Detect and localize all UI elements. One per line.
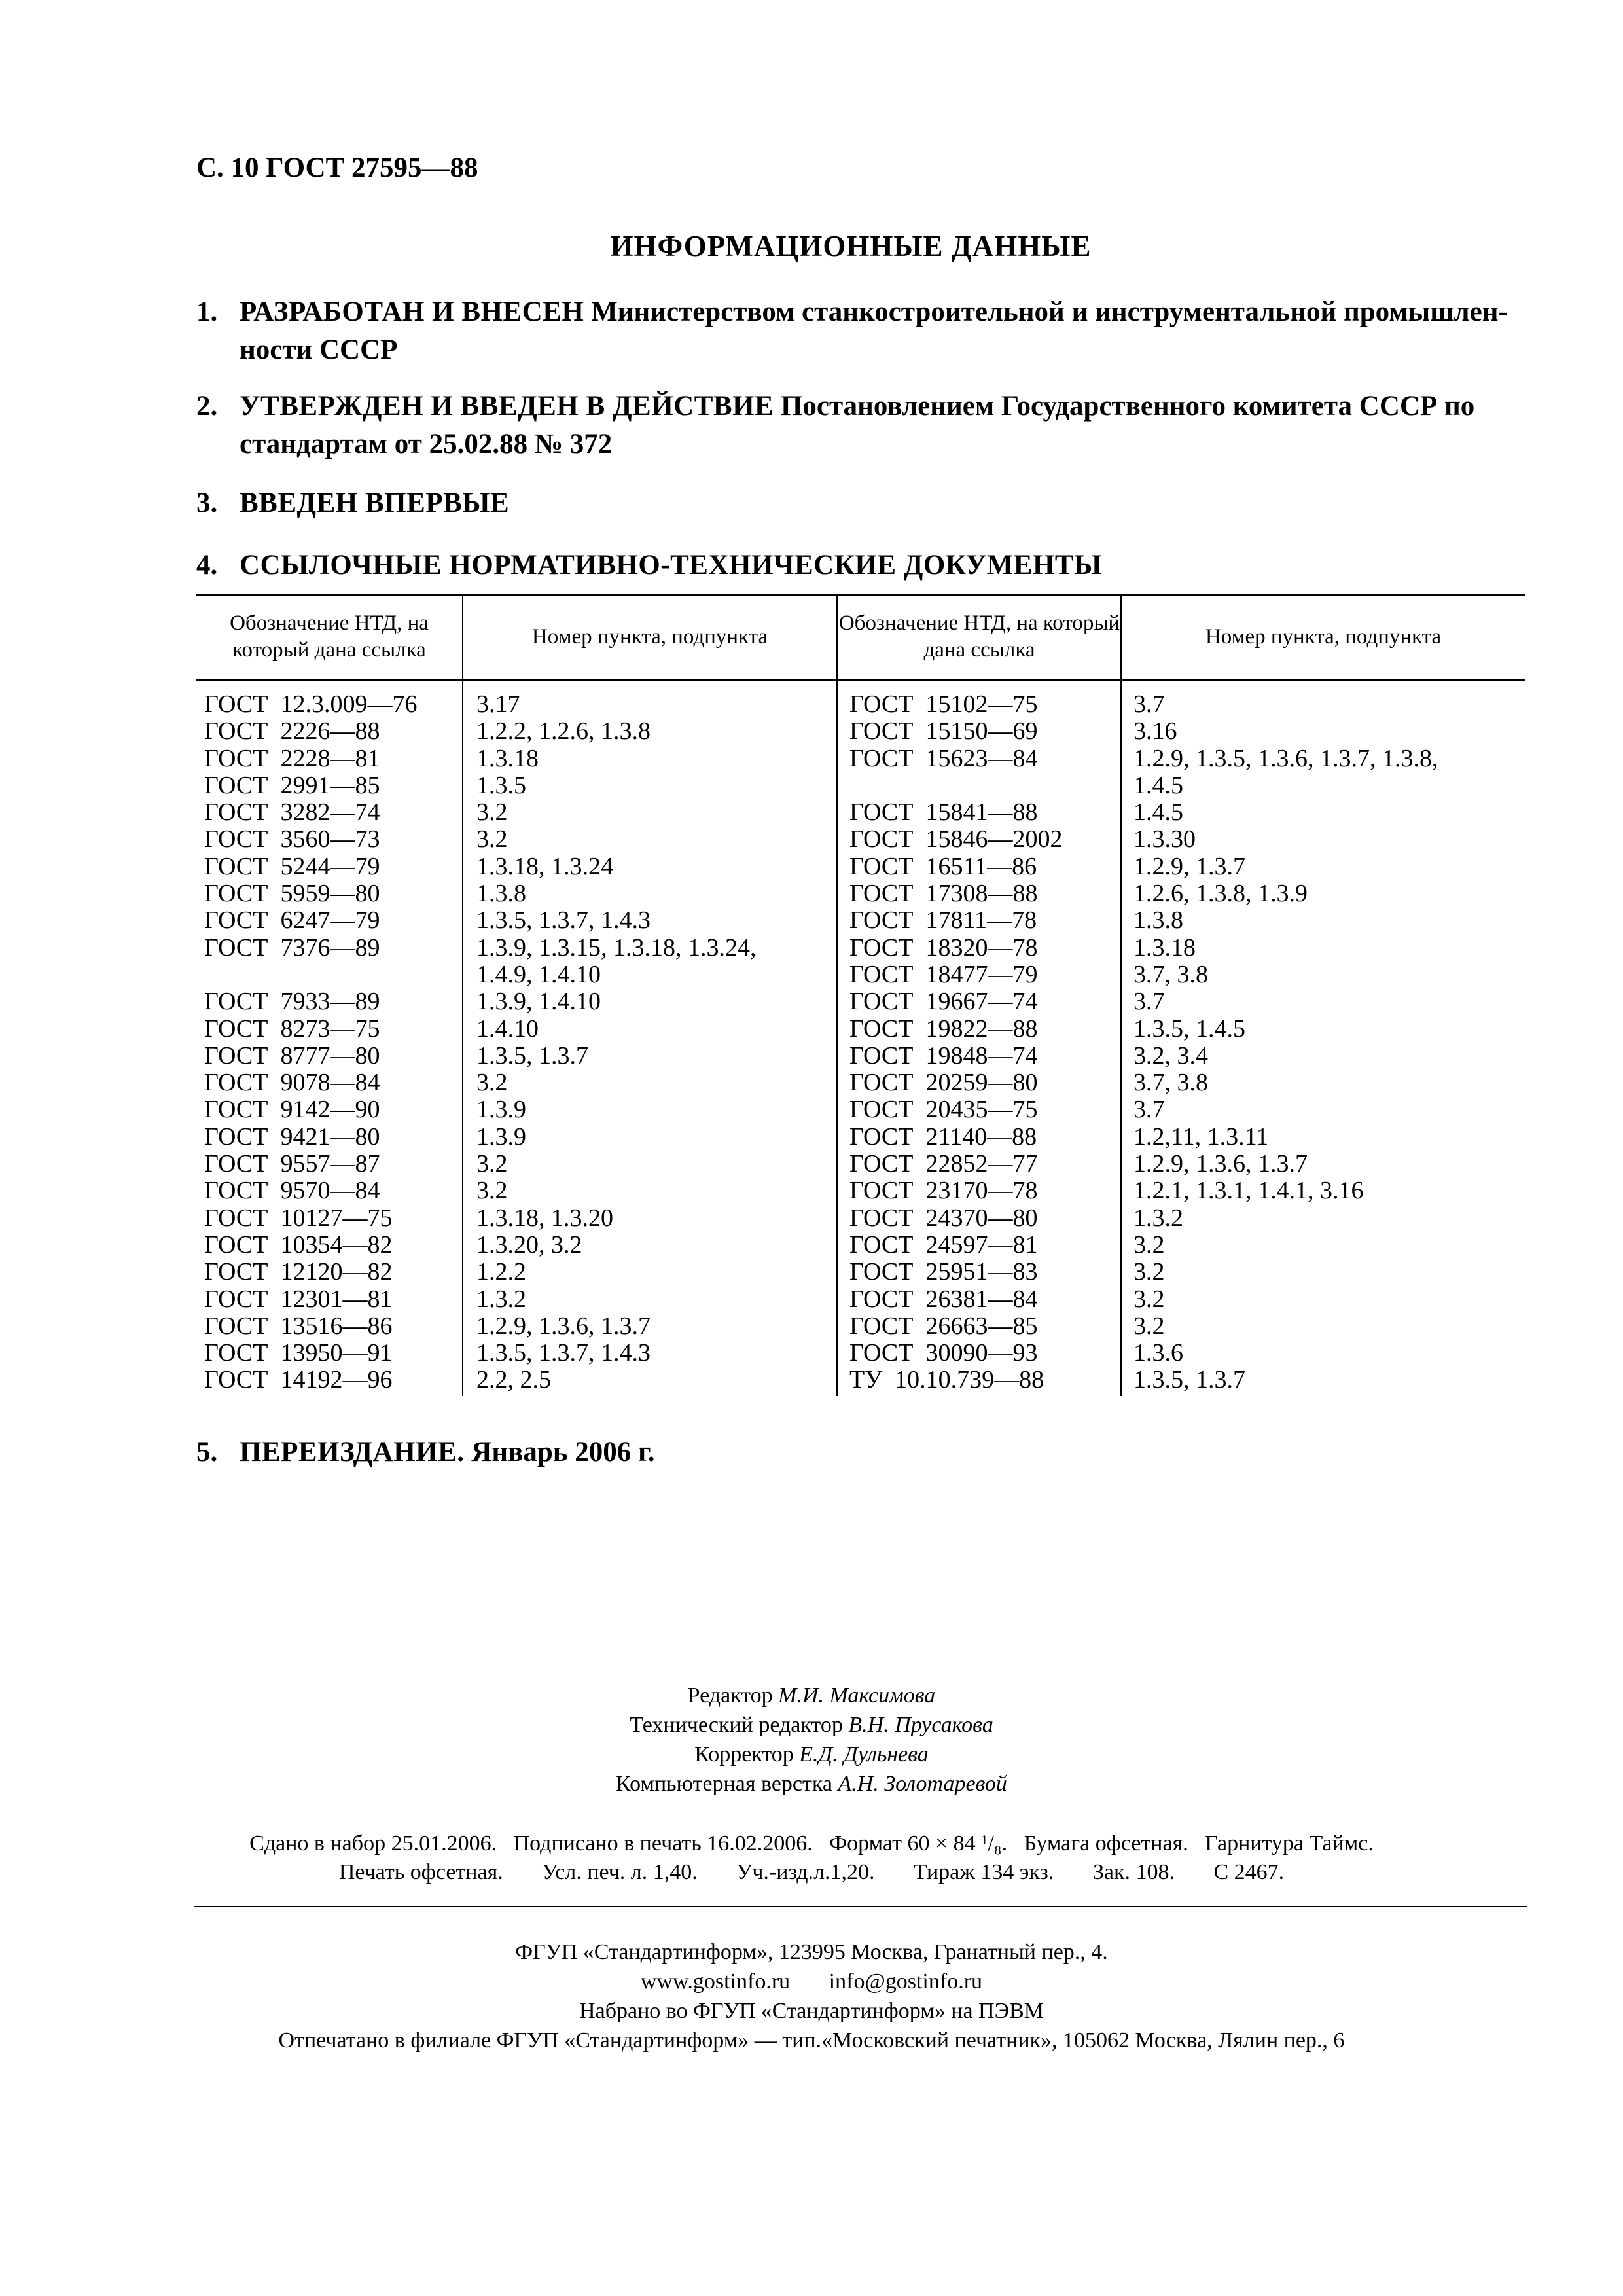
- table-cell: ГОСТ 25951—83: [849, 1258, 1038, 1286]
- table-cell: 3.2: [476, 1150, 508, 1178]
- table-cell: ГОСТ 5244—79: [204, 852, 380, 880]
- table-cell: ГОСТ 9570—84: [204, 1177, 380, 1205]
- table-cell: [849, 772, 1063, 799]
- table-cell: 1.3.5, 1.3.7: [1133, 1366, 1245, 1394]
- table-cell: 3.7: [1133, 1096, 1165, 1124]
- table-cell: ГОСТ 3282—74: [204, 798, 380, 827]
- table-cell: 3.2: [476, 1177, 508, 1205]
- table-cell: ГОСТ 13950—91: [204, 1339, 393, 1367]
- table-cell: 1.3.2: [476, 1285, 526, 1313]
- table-cell: 3.2, 3.4: [1133, 1041, 1208, 1069]
- item-text: [240, 293, 1525, 369]
- table-cell: 3.16: [1133, 717, 1177, 745]
- table-cell: ГОСТ 2991—85: [204, 771, 380, 799]
- table-cell: ГОСТ 23170—78: [849, 1177, 1038, 1205]
- item-body: Министерством станкостроительной и инструментальной промышлен-ности СССР: [240, 296, 1508, 365]
- info-item: [196, 1433, 1525, 1471]
- item-number: 2.: [196, 391, 218, 422]
- credits-block: [0, 1681, 1623, 1799]
- item-text: [240, 484, 1525, 522]
- table-cell: ГОСТ 16511—86: [849, 852, 1037, 880]
- table-cell: 1.3.5, 1.3.7: [476, 1041, 588, 1069]
- table-cell: ГОСТ 30090—93: [849, 1339, 1038, 1367]
- table-cell: 1.2.9, 1.3.6, 1.3.7: [476, 1312, 651, 1340]
- printer-web: www.gostinfo.ru info@gostinfo.ru: [640, 1969, 983, 1994]
- table-cell: ГОСТ 21140—88: [849, 1122, 1037, 1151]
- column-divider-center: [836, 594, 838, 1396]
- credit-name: В.Н. Прусакова: [848, 1713, 993, 1737]
- table-cell: ГОСТ 22852—77: [849, 1150, 1038, 1178]
- item-lead: ССЫЛОЧНЫЕ НОРМАТИВНО-ТЕХНИЧЕСКИЕ ДОКУМЕНТЫ: [240, 550, 1102, 581]
- column-header-clause: Номер пункта, подпункта: [1205, 624, 1442, 649]
- table-cell: 1.2.9, 1.3.6, 1.3.7: [1133, 1150, 1308, 1178]
- document-title: ИНФОРМАЦИОННЫЕ ДАННЫЕ: [610, 230, 1092, 262]
- table-cell: 3.2: [1133, 1230, 1165, 1259]
- printer-info: [0, 1937, 1623, 2055]
- table-cell: ГОСТ 19822—88: [849, 1014, 1038, 1043]
- table-cell: 1.3.5, 1.4.5: [1133, 1014, 1245, 1043]
- credit-role: Корректор: [694, 1742, 794, 1767]
- table-cell: 1.3.9, 1.3.15, 1.3.18, 1.3.24,: [476, 933, 757, 961]
- table-cell: ГОСТ 14192—96: [204, 1366, 393, 1394]
- table-cell: 1.3.9: [476, 1122, 526, 1151]
- printer-printed: Отпечатано в филиале ФГУП «Стандартинформ» — тип.«Московский печатник», 105062 Москва, Лялин пер., 6: [278, 2028, 1345, 2053]
- table-cell: ГОСТ 3560—73: [204, 825, 380, 853]
- table-cell: ГОСТ 15841—88: [849, 798, 1038, 827]
- table-cell: 3.2: [476, 798, 508, 827]
- table-cell: 1.2.1, 1.3.1, 1.4.1, 3.16: [1133, 1177, 1364, 1205]
- table-cell: 1.3.30: [1133, 825, 1196, 853]
- table-cell: ГОСТ 24597—81: [849, 1230, 1038, 1259]
- table-cell: ГОСТ 2228—81: [204, 744, 380, 772]
- table-cell: 1.4.9, 1.4.10: [476, 960, 601, 988]
- table-cell: ГОСТ 9078—84: [204, 1069, 380, 1097]
- table-cell: 1.2,11, 1.3.11: [1133, 1122, 1269, 1151]
- credit-role: Компьютерная верстка: [616, 1772, 832, 1796]
- table-cell: 1.3.20, 3.2: [476, 1230, 582, 1259]
- table-cell: 1.4.5: [1133, 771, 1183, 799]
- item-body: Январь 2006 г.: [464, 1437, 655, 1467]
- credit-line: [0, 1710, 1623, 1740]
- table-cell: 3.2: [1133, 1258, 1165, 1286]
- table-cell: ГОСТ 10127—75: [204, 1204, 393, 1232]
- references-table: [196, 594, 1525, 1396]
- table-cell: ГОСТ 8777—80: [204, 1041, 380, 1069]
- table-cell: 3.2: [476, 825, 508, 853]
- table-cell: 1.2.2, 1.2.6, 1.3.8: [476, 717, 651, 745]
- item-lead: РАЗРАБОТАН И ВНЕСЕН: [240, 296, 584, 327]
- table-cell: ГОСТ 9557—87: [204, 1150, 380, 1178]
- publication-line: Сдано в набор 25.01.2006. Подписано в печать 16.02.2006. Формат 60 × 84 ¹/₈. Бумага офсетная. Гарнитура Таймс.: [249, 1831, 1374, 1856]
- right-clauses-column: [1133, 691, 1438, 1394]
- item-text: [240, 547, 1525, 584]
- table-cell: ГОСТ 20435—75: [849, 1096, 1038, 1124]
- table-cell: 1.3.18: [1133, 933, 1196, 961]
- table-cell: ТУ 10.10.739—88: [849, 1366, 1044, 1394]
- table-cell: ГОСТ 12.3.009—76: [204, 691, 418, 718]
- table-cell: 3.2: [1133, 1312, 1165, 1340]
- right-documents-column: [849, 691, 1063, 1394]
- table-cell: 3.2: [476, 1069, 508, 1097]
- table-cell: 3.2: [1133, 1285, 1165, 1313]
- table-cell: ГОСТ 17308—88: [849, 880, 1038, 908]
- credit-line: [0, 1740, 1623, 1769]
- table-cell: 3.7, 3.8: [1133, 1069, 1208, 1097]
- table-cell: 1.3.6: [1133, 1339, 1183, 1367]
- info-item: [196, 547, 1525, 584]
- credit-name: М.И. Максимова: [778, 1683, 936, 1708]
- table-cell: 1.3.8: [1133, 906, 1183, 935]
- table-cell: 1.2.6, 1.3.8, 1.3.9: [1133, 880, 1308, 908]
- table-cell: 1.3.5: [476, 771, 526, 799]
- table-cell: 3.7: [1133, 988, 1165, 1016]
- publication-line: Печать офсетная. Усл. печ. л. 1,40. Уч.-изд.л.1,20. Тираж 134 экз. Зак. 108. С 2467.: [338, 1860, 1285, 1884]
- table-cell: ГОСТ 2226—88: [204, 717, 380, 745]
- column-header-clause: Номер пункта, подпункта: [531, 624, 768, 649]
- item-number: 5.: [196, 1437, 218, 1467]
- table-cell: 3.17: [476, 691, 520, 718]
- table-cell: ГОСТ 18320—78: [849, 933, 1038, 961]
- table-cell: ГОСТ 18477—79: [849, 960, 1038, 988]
- table-cell: ГОСТ 12120—82: [204, 1258, 393, 1286]
- info-item: [196, 293, 1525, 369]
- table-cell: [204, 961, 418, 988]
- table-header-rule: [196, 679, 1525, 681]
- table-cell: ГОСТ 8273—75: [204, 1014, 380, 1043]
- left-documents-column: [204, 691, 418, 1394]
- page-header: С. 10 ГОСТ 27595—88: [196, 152, 478, 183]
- info-item: [196, 484, 1525, 522]
- table-cell: ГОСТ 17811—78: [849, 906, 1037, 935]
- table-cell: ГОСТ 15623—84: [849, 744, 1038, 772]
- item-text: [240, 387, 1525, 463]
- table-cell: ГОСТ 9142—90: [204, 1096, 380, 1124]
- item-lead: УТВЕРЖДЕН И ВВЕДЕН В ДЕЙСТВИЕ: [240, 391, 774, 422]
- table-cell: 1.3.2: [1133, 1204, 1183, 1232]
- table-cell: ГОСТ 20259—80: [849, 1069, 1038, 1097]
- credit-name: А.Н. Золотаревой: [838, 1772, 1007, 1796]
- item-number: 4.: [196, 550, 218, 581]
- credit-name: Е.Д. Дульнева: [799, 1742, 929, 1767]
- table-cell: ГОСТ 9421—80: [204, 1122, 380, 1151]
- table-cell: ГОСТ 24370—80: [849, 1204, 1038, 1232]
- item-lead: ПЕРЕИЗДАНИЕ.: [240, 1437, 465, 1467]
- left-clauses-column: [476, 691, 757, 1394]
- credit-role: Технический редактор: [630, 1713, 843, 1737]
- credit-line: [0, 1681, 1623, 1710]
- table-cell: ГОСТ 6247—79: [204, 906, 380, 935]
- column-divider: [1120, 594, 1122, 1396]
- table-cell: ГОСТ 5959—80: [204, 880, 380, 908]
- printer-address: ФГУП «Стандартинформ», 123995 Москва, Гранатный пер., 4.: [515, 1940, 1108, 1964]
- table-cell: 1.2.9, 1.3.5, 1.3.6, 1.3.7, 1.3.8,: [1133, 744, 1438, 772]
- table-cell: ГОСТ 19848—74: [849, 1041, 1038, 1069]
- table-cell: ГОСТ 15102—75: [849, 691, 1038, 718]
- publication-info: [0, 1829, 1623, 1887]
- table-cell: ГОСТ 7376—89: [204, 933, 380, 961]
- table-cell: 1.3.18: [476, 744, 539, 772]
- item-number: 1.: [196, 296, 218, 327]
- column-header-document: Обозначение НТД, на который дана ссылка: [230, 611, 429, 662]
- credit-line: [0, 1769, 1623, 1799]
- table-cell: 1.3.18, 1.3.20: [476, 1204, 613, 1232]
- divider-rule: [194, 1906, 1527, 1907]
- table-cell: 1.3.18, 1.3.24: [476, 852, 613, 880]
- column-header-document: Обозначение НТД, на который дана ссылка: [838, 611, 1120, 662]
- table-cell: ГОСТ 15846—2002: [849, 825, 1063, 853]
- item-text: [240, 1433, 1525, 1471]
- table-cell: 1.3.5, 1.3.7, 1.4.3: [476, 906, 651, 935]
- table-cell: 1.2.2: [476, 1258, 526, 1286]
- table-cell: 1.3.5, 1.3.7, 1.4.3: [476, 1339, 651, 1367]
- table-cell: 3.7: [1133, 691, 1165, 718]
- table-cell: 1.4.10: [476, 1014, 539, 1043]
- info-item: [196, 387, 1525, 463]
- table-cell: ГОСТ 7933—89: [204, 988, 380, 1016]
- column-divider: [462, 594, 463, 1396]
- table-cell: ГОСТ 26381—84: [849, 1285, 1038, 1313]
- item-lead: ВВЕДЕН ВПЕРВЫЕ: [240, 488, 510, 518]
- table-cell: 2.2, 2.5: [476, 1366, 551, 1394]
- table-cell: 1.3.9, 1.4.10: [476, 988, 601, 1016]
- printer-typeset: Набрано во ФГУП «Стандартинформ» на ПЭВМ: [579, 1999, 1044, 2023]
- table-cell: 1.2.9, 1.3.7: [1133, 852, 1245, 880]
- table-cell: ГОСТ 26663—85: [849, 1312, 1038, 1340]
- table-cell: ГОСТ 10354—82: [204, 1230, 393, 1259]
- table-cell: 1.3.8: [476, 880, 526, 908]
- table-cell: 1.4.5: [1133, 798, 1183, 827]
- table-cell: ГОСТ 12301—81: [204, 1285, 393, 1313]
- table-cell: ГОСТ 13516—86: [204, 1312, 393, 1340]
- table-cell: 3.7, 3.8: [1133, 960, 1208, 988]
- table-cell: ГОСТ 15150—69: [849, 717, 1038, 745]
- table-cell: 1.3.9: [476, 1096, 526, 1124]
- table-cell: ГОСТ 19667—74: [849, 988, 1038, 1016]
- item-number: 3.: [196, 488, 218, 518]
- credit-role: Редактор: [687, 1683, 773, 1708]
- item-body: Постановлением Государственного комитета СССР по стандартам от 25.02.88 № 372: [240, 391, 1475, 459]
